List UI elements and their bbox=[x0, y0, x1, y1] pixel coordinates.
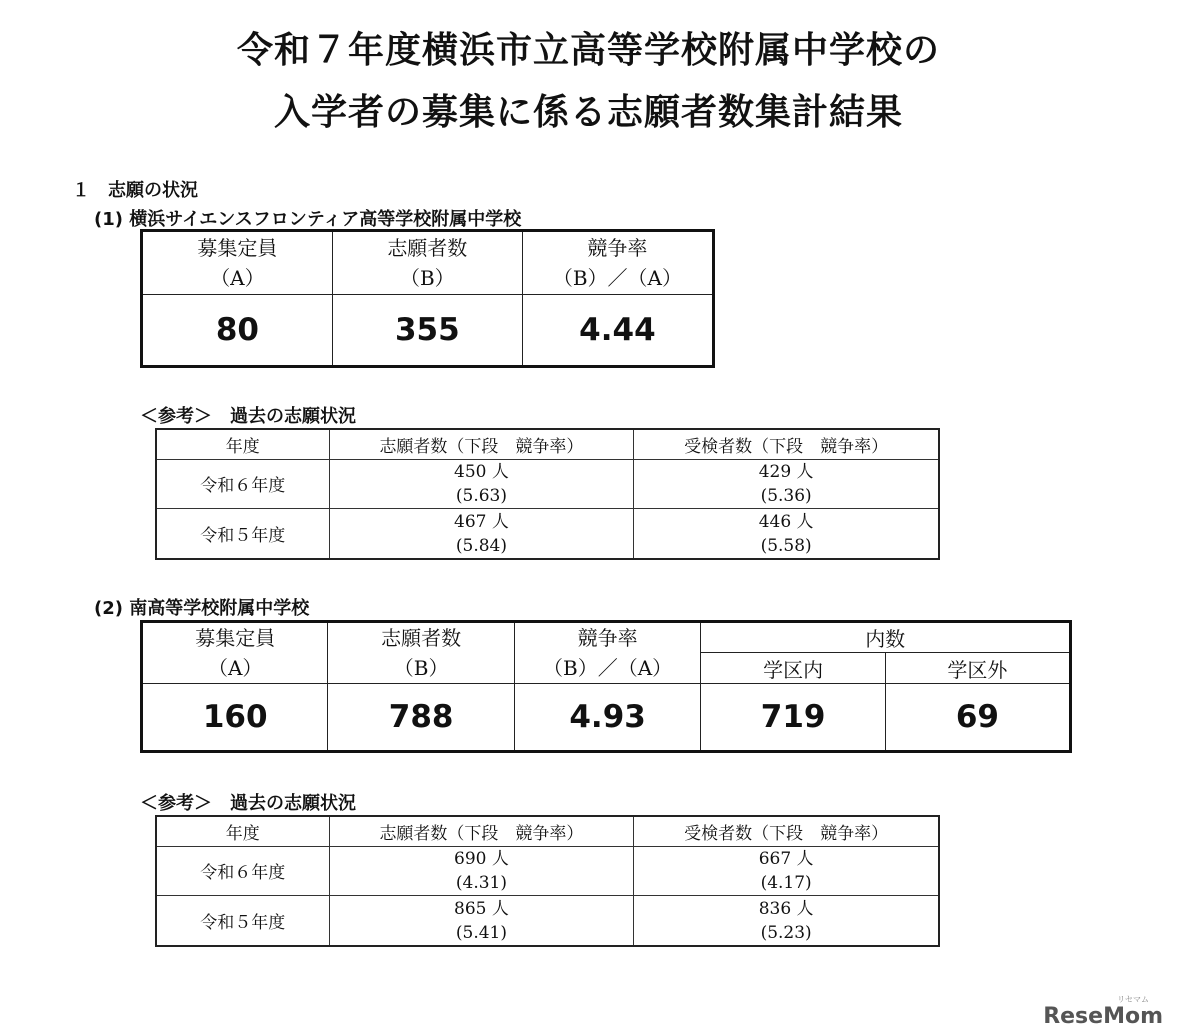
school2-header-out-district: 学区外 bbox=[885, 653, 1070, 684]
school1-heading: (1) 横浜サイエンスフロンティア高等学校附属中学校 bbox=[94, 209, 522, 230]
ref1-header-applicants: 志願者数（下段 競争率） bbox=[329, 429, 634, 459]
ref2-header-applicants: 志願者数（下段 競争率） bbox=[329, 816, 634, 846]
ref2-header-year: 年度 bbox=[156, 816, 329, 846]
school1-reference-heading: ＜参考＞ 過去の志願状況 bbox=[140, 406, 356, 427]
school2-summary-table bbox=[140, 620, 1072, 753]
school2-header-capacity: 募集定員 （A） bbox=[142, 622, 328, 684]
ref2-row2-applicants: 865 人 (5.41) bbox=[329, 896, 634, 946]
ref1-row2-examinees: 446 人 (5.58) bbox=[634, 509, 939, 559]
school2-applicants-value: 788 bbox=[328, 684, 514, 752]
school2-reference-heading: ＜参考＞ 過去の志願状況 bbox=[140, 793, 356, 814]
school2-in-district-value: 719 bbox=[701, 684, 885, 752]
school2-out-district-value: 69 bbox=[885, 684, 1070, 752]
ref2-row1-examinees: 667 人 (4.17) bbox=[634, 846, 939, 896]
school2-reference-table bbox=[155, 815, 940, 947]
ref1-header-year: 年度 bbox=[156, 429, 329, 459]
school1-reference-table bbox=[155, 428, 940, 560]
ref1-row2-applicants: 467 人 (5.84) bbox=[329, 509, 634, 559]
ref1-row2-year: 令和５年度 bbox=[156, 509, 329, 559]
school1-summary-table bbox=[140, 229, 715, 368]
ref1-row1-applicants: 450 人 (5.63) bbox=[329, 459, 634, 509]
school1-applicants-value: 355 bbox=[332, 295, 522, 367]
page-title-line1: 令和７年度横浜市立高等学校附属中学校の bbox=[236, 30, 940, 71]
school2-heading: (2) 南高等学校附属中学校 bbox=[94, 598, 310, 619]
watermark-sub: リセマム bbox=[1117, 995, 1149, 1004]
ref1-header-examinees: 受検者数（下段 競争率） bbox=[634, 429, 939, 459]
school1-header-applicants: 志願者数 （B） bbox=[332, 231, 522, 295]
watermark-logo: ReseMom bbox=[1043, 1004, 1163, 1029]
ref2-row1-year: 令和６年度 bbox=[156, 846, 329, 896]
page-title-line2: 入学者の募集に係る志願者数集計結果 bbox=[273, 92, 903, 133]
school1-capacity-value: 80 bbox=[142, 295, 333, 367]
school1-header-ratio: 競争率 （B）／（A） bbox=[522, 231, 713, 295]
school2-header-breakdown: 内数 bbox=[701, 622, 1071, 653]
school2-ratio-value: 4.93 bbox=[514, 684, 701, 752]
ref1-row1-examinees: 429 人 (5.36) bbox=[634, 459, 939, 509]
school1-ratio-value: 4.44 bbox=[522, 295, 713, 367]
ref2-row1-applicants: 690 人 (4.31) bbox=[329, 846, 634, 896]
ref1-row1-year: 令和６年度 bbox=[156, 459, 329, 509]
ref2-header-examinees: 受検者数（下段 競争率） bbox=[634, 816, 939, 846]
section-heading: １ 志願の状況 bbox=[72, 180, 198, 201]
school2-capacity-value: 160 bbox=[142, 684, 328, 752]
school2-header-ratio: 競争率 （B）／（A） bbox=[514, 622, 701, 684]
school1-header-capacity: 募集定員 （A） bbox=[142, 231, 333, 295]
ref2-row2-year: 令和５年度 bbox=[156, 896, 329, 946]
school2-header-applicants: 志願者数 （B） bbox=[328, 622, 514, 684]
ref2-row2-examinees: 836 人 (5.23) bbox=[634, 896, 939, 946]
school2-header-in-district: 学区内 bbox=[701, 653, 885, 684]
